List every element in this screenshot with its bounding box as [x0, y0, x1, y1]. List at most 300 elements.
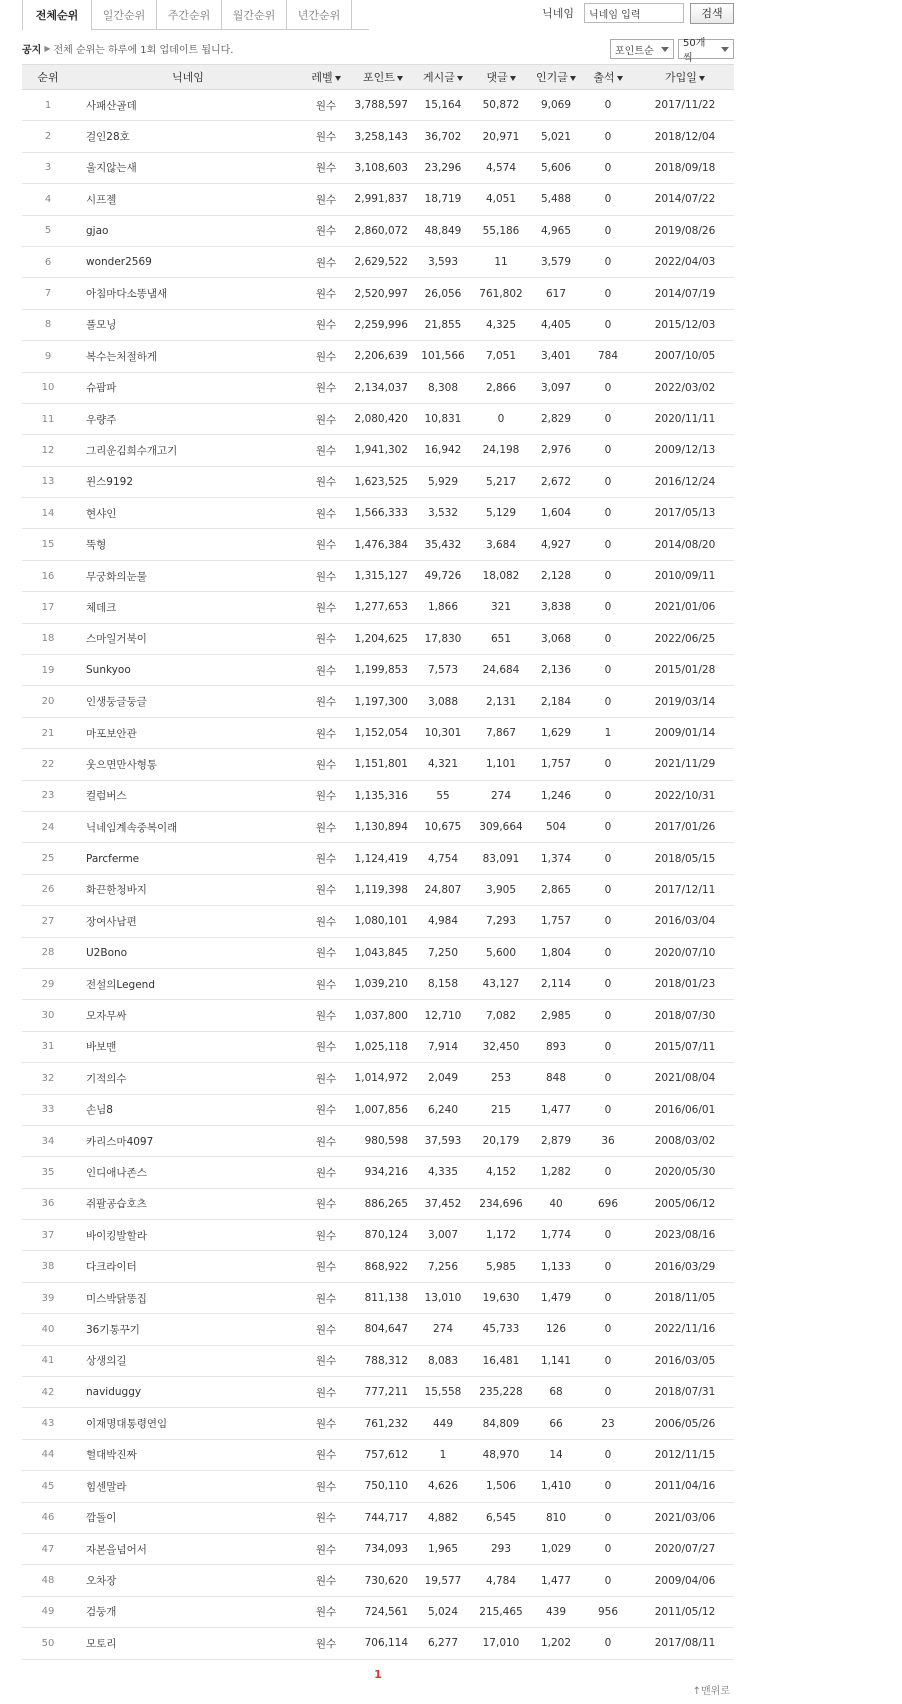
nickname-cell[interactable]: 검둥개: [74, 1596, 302, 1627]
attendance-cell: 0: [580, 1565, 636, 1596]
rank-cell: 20: [22, 686, 74, 717]
points-cell: 1,277,653: [350, 592, 416, 623]
joined-cell: 2012/11/15: [636, 1439, 734, 1470]
level-cell: 원수: [302, 1000, 350, 1031]
popular-cell: 2,976: [532, 435, 580, 466]
table-row: [22, 278, 734, 309]
level-cell: 원수: [302, 1471, 350, 1502]
nickname-cell[interactable]: 전설의Legend: [74, 968, 302, 999]
popular-cell: 893: [532, 1031, 580, 1062]
rank-cell: 43: [22, 1408, 74, 1439]
points-cell: 804,647: [350, 1314, 416, 1345]
comments-cell: 309,664: [470, 811, 532, 842]
comments-cell: 32,450: [470, 1031, 532, 1062]
nickname-cell[interactable]: 36기통꾸기: [74, 1314, 302, 1345]
level-cell: 원수: [302, 937, 350, 968]
level-cell: 원수: [302, 811, 350, 842]
popular-cell: 1,374: [532, 843, 580, 874]
level-cell: 원수: [302, 435, 350, 466]
points-cell: 706,114: [350, 1628, 416, 1659]
points-cell: 2,629,522: [350, 246, 416, 277]
attendance-cell: 0: [580, 780, 636, 811]
posts-cell: 4,754: [416, 843, 470, 874]
table-row: [22, 749, 734, 780]
popular-cell: 1,029: [532, 1533, 580, 1564]
table-row: [22, 1063, 734, 1094]
attendance-cell: 0: [580, 686, 636, 717]
joined-cell: 2020/11/11: [636, 403, 734, 434]
table-row: [22, 937, 734, 968]
popular-cell: 810: [532, 1502, 580, 1533]
popular-cell: 3,068: [532, 623, 580, 654]
points-cell: 1,197,300: [350, 686, 416, 717]
table-row: [22, 1314, 734, 1345]
attendance-cell: 0: [580, 1282, 636, 1313]
sort-controls: [606, 38, 734, 64]
posts-cell: 13,010: [416, 1282, 470, 1313]
nickname-cell[interactable]: 그리운김희수개고기: [74, 435, 302, 466]
table-row: [22, 1565, 734, 1596]
level-cell: 원수: [302, 121, 350, 152]
tab-overall[interactable]: 전체순위: [22, 0, 92, 31]
nickname-cell[interactable]: wonder2569: [74, 246, 302, 277]
points-cell: 1,199,853: [350, 655, 416, 686]
rank-cell: 49: [22, 1596, 74, 1627]
nickname-cell[interactable]: 복수는처절하게: [74, 341, 302, 372]
joined-cell: 2017/12/11: [636, 874, 734, 905]
nickname-input[interactable]: [584, 3, 684, 23]
attendance-cell: 0: [580, 1251, 636, 1282]
nickname-cell[interactable]: 상생의길: [74, 1345, 302, 1376]
posts-cell: 4,335: [416, 1157, 470, 1188]
nickname-cell[interactable]: 다크라이터: [74, 1251, 302, 1282]
rank-cell: 40: [22, 1314, 74, 1345]
tab-daily[interactable]: 일간순위: [91, 0, 157, 30]
table-row: [22, 529, 734, 560]
nickname-cell[interactable]: 아침마다소똥냄새: [74, 278, 302, 309]
comments-cell: 7,082: [470, 1000, 532, 1031]
posts-cell: 48,849: [416, 215, 470, 246]
popular-cell: 504: [532, 811, 580, 842]
comments-cell: 1,101: [470, 749, 532, 780]
nickname-cell[interactable]: U2Bono: [74, 937, 302, 968]
nickname-cell[interactable]: 헐대박진짜: [74, 1439, 302, 1470]
posts-cell: 1,965: [416, 1533, 470, 1564]
posts-cell: 449: [416, 1408, 470, 1439]
table-row: [22, 1345, 734, 1376]
table-row: [22, 1377, 734, 1408]
level-cell: 원수: [302, 498, 350, 529]
joined-cell: 2009/01/14: [636, 717, 734, 748]
attendance-cell: 0: [580, 372, 636, 403]
nickname-cell[interactable]: Sunkyoo: [74, 655, 302, 686]
nickname-cell[interactable]: Parcferme: [74, 843, 302, 874]
nickname-cell[interactable]: 손님8: [74, 1094, 302, 1125]
table-row: [22, 1031, 734, 1062]
popular-cell: 40: [532, 1188, 580, 1219]
level-cell: 원수: [302, 1314, 350, 1345]
ranking-table: [22, 64, 734, 1660]
joined-cell: 2009/04/06: [636, 1565, 734, 1596]
nickname-cell[interactable]: 바보맨: [74, 1031, 302, 1062]
joined-cell: 2018/07/30: [636, 1000, 734, 1031]
points-cell: 980,598: [350, 1125, 416, 1156]
popular-cell: 1,629: [532, 717, 580, 748]
level-cell: 원수: [302, 1502, 350, 1533]
posts-cell: 37,593: [416, 1125, 470, 1156]
popular-cell: 126: [532, 1314, 580, 1345]
nickname-cell[interactable]: 깜돌이: [74, 1502, 302, 1533]
popular-cell: 1,282: [532, 1157, 580, 1188]
comments-cell: 234,696: [470, 1188, 532, 1219]
points-cell: 1,315,127: [350, 560, 416, 591]
comments-cell: 274: [470, 780, 532, 811]
joined-cell: 2016/12/24: [636, 466, 734, 497]
nickname-cell[interactable]: 컬럼버스: [74, 780, 302, 811]
joined-cell: 2020/05/30: [636, 1157, 734, 1188]
nickname-cell[interactable]: 이재명대통령연임: [74, 1408, 302, 1439]
joined-cell: 2014/08/20: [636, 529, 734, 560]
posts-cell: 10,831: [416, 403, 470, 434]
attendance-cell: 0: [580, 811, 636, 842]
posts-cell: 274: [416, 1314, 470, 1345]
nickname-cell[interactable]: 걸인28호: [74, 121, 302, 152]
level-cell: 원수: [302, 1596, 350, 1627]
level-cell: 원수: [302, 1565, 350, 1596]
popular-cell: 1,804: [532, 937, 580, 968]
rank-cell: 41: [22, 1345, 74, 1376]
joined-cell: 2021/11/29: [636, 749, 734, 780]
rank-cell: 13: [22, 466, 74, 497]
points-cell: 1,130,894: [350, 811, 416, 842]
rank-cell: 33: [22, 1094, 74, 1125]
col-posts[interactable]: 게시글: [416, 65, 470, 90]
col-comments[interactable]: 댓글: [470, 65, 532, 90]
search-button[interactable]: 검색: [690, 3, 734, 24]
popular-cell: 5,021: [532, 121, 580, 152]
rank-cell: 27: [22, 906, 74, 937]
table-row: [22, 906, 734, 937]
popular-cell: 3,838: [532, 592, 580, 623]
attendance-cell: 0: [580, 592, 636, 623]
col-points[interactable]: 포인트: [350, 65, 416, 90]
table-row: [22, 592, 734, 623]
posts-cell: 8,158: [416, 968, 470, 999]
nickname-cell[interactable]: 바이킹발할라: [74, 1220, 302, 1251]
level-cell: 원수: [302, 592, 350, 623]
nickname-cell[interactable]: 웃으면만사형통: [74, 749, 302, 780]
points-cell: 870,124: [350, 1220, 416, 1251]
joined-cell: 2022/04/03: [636, 246, 734, 277]
level-cell: 원수: [302, 466, 350, 497]
nickname-cell[interactable]: 미스박닭똥집: [74, 1282, 302, 1313]
comments-cell: 321: [470, 592, 532, 623]
comments-cell: 55,186: [470, 215, 532, 246]
rank-cell: 5: [22, 215, 74, 246]
attendance-cell: 0: [580, 1000, 636, 1031]
joined-cell: 2018/09/18: [636, 152, 734, 183]
points-cell: 788,312: [350, 1345, 416, 1376]
comments-cell: 2,131: [470, 686, 532, 717]
posts-cell: 7,573: [416, 655, 470, 686]
rank-cell: 26: [22, 874, 74, 905]
attendance-cell: 0: [580, 843, 636, 874]
nickname-cell[interactable]: 닉네임계속중복이래: [74, 811, 302, 842]
popular-cell: 68: [532, 1377, 580, 1408]
nickname-cell[interactable]: gjao: [74, 215, 302, 246]
comments-cell: 19,630: [470, 1282, 532, 1313]
attendance-cell: 0: [580, 1314, 636, 1345]
comments-cell: 2,866: [470, 372, 532, 403]
nickname-cell[interactable]: 모자무싸: [74, 1000, 302, 1031]
rank-cell: 9: [22, 341, 74, 372]
comments-cell: 48,970: [470, 1439, 532, 1470]
posts-cell: 6,277: [416, 1628, 470, 1659]
table-row: [22, 215, 734, 246]
posts-cell: 26,056: [416, 278, 470, 309]
level-cell: 원수: [302, 1377, 350, 1408]
comments-cell: 253: [470, 1063, 532, 1094]
rank-cell: 38: [22, 1251, 74, 1282]
table-row: [22, 811, 734, 842]
nickname-cell[interactable]: 장여사남편: [74, 906, 302, 937]
posts-cell: 15,164: [416, 90, 470, 121]
attendance-cell: 956: [580, 1596, 636, 1627]
nickname-cell[interactable]: 울지않는새: [74, 152, 302, 183]
notice-bar: [22, 40, 233, 56]
table-row: [22, 1125, 734, 1156]
joined-cell: 2022/11/16: [636, 1314, 734, 1345]
nickname-cell[interactable]: 마포보안관: [74, 717, 302, 748]
sort-down-icon: [570, 76, 576, 81]
attendance-cell: 0: [580, 623, 636, 654]
nickname-cell[interactable]: 힘센말라: [74, 1471, 302, 1502]
popular-cell: 2,128: [532, 560, 580, 591]
posts-cell: 3,532: [416, 498, 470, 529]
posts-cell: 1: [416, 1439, 470, 1470]
attendance-cell: 0: [580, 403, 636, 434]
points-cell: 1,151,801: [350, 749, 416, 780]
table-row: [22, 1157, 734, 1188]
popular-cell: 1,410: [532, 1471, 580, 1502]
nickname-cell[interactable]: 인생둥글둥글: [74, 686, 302, 717]
table-row: [22, 623, 734, 654]
attendance-cell: 0: [580, 215, 636, 246]
points-cell: 1,043,845: [350, 937, 416, 968]
popular-cell: 617: [532, 278, 580, 309]
nickname-cell[interactable]: 쥐팔공습호츠: [74, 1188, 302, 1219]
rank-cell: 15: [22, 529, 74, 560]
joined-cell: 2018/11/05: [636, 1282, 734, 1313]
popular-cell: 2,672: [532, 466, 580, 497]
table-row: [22, 717, 734, 748]
nickname-cell[interactable]: 사패산골데: [74, 90, 302, 121]
table-row: [22, 1220, 734, 1251]
posts-cell: 5,024: [416, 1596, 470, 1627]
table-row: [22, 435, 734, 466]
nickname-cell[interactable]: 체데크: [74, 592, 302, 623]
col-attendance[interactable]: 출석: [580, 65, 636, 90]
posts-cell: 1,866: [416, 592, 470, 623]
joined-cell: 2008/03/02: [636, 1125, 734, 1156]
attendance-cell: 36: [580, 1125, 636, 1156]
nickname-cell[interactable]: 무궁화의눈물: [74, 560, 302, 591]
nickname-cell[interactable]: 카리스마4097: [74, 1125, 302, 1156]
tab-yearly[interactable]: 년간순위: [286, 0, 352, 30]
points-cell: 730,620: [350, 1565, 416, 1596]
table-row: [22, 90, 734, 121]
rank-cell: 35: [22, 1157, 74, 1188]
popular-cell: 2,136: [532, 655, 580, 686]
rank-cell: 42: [22, 1377, 74, 1408]
page-current[interactable]: 1: [374, 1668, 382, 1681]
comments-cell: 18,082: [470, 560, 532, 591]
table-row: [22, 309, 734, 340]
nickname-cell[interactable]: 인디애나존스: [74, 1157, 302, 1188]
popular-cell: 1,774: [532, 1220, 580, 1251]
tab-weekly[interactable]: 주간순위: [156, 0, 222, 30]
points-cell: 1,039,210: [350, 968, 416, 999]
back-to-top-link[interactable]: ↑맨위로: [692, 1686, 730, 1697]
col-joined[interactable]: 가입일: [636, 65, 734, 90]
table-row: [22, 1251, 734, 1282]
table-row: [22, 403, 734, 434]
popular-cell: 848: [532, 1063, 580, 1094]
rank-cell: 24: [22, 811, 74, 842]
posts-cell: 7,250: [416, 937, 470, 968]
comments-cell: 45,733: [470, 1314, 532, 1345]
comments-cell: 1,506: [470, 1471, 532, 1502]
rank-cell: 48: [22, 1565, 74, 1596]
nickname-cell[interactable]: 오차장: [74, 1565, 302, 1596]
popular-cell: 1,202: [532, 1628, 580, 1659]
rank-cell: 36: [22, 1188, 74, 1219]
rank-cell: 10: [22, 372, 74, 403]
nickname-cell[interactable]: 풀모닝: [74, 309, 302, 340]
level-cell: 원수: [302, 843, 350, 874]
popular-cell: 14: [532, 1439, 580, 1470]
table-row: [22, 1000, 734, 1031]
comments-cell: 5,217: [470, 466, 532, 497]
joined-cell: 2016/06/01: [636, 1094, 734, 1125]
comments-cell: 17,010: [470, 1628, 532, 1659]
nickname-cell[interactable]: 시프젤: [74, 184, 302, 215]
popular-cell: 2,879: [532, 1125, 580, 1156]
level-cell: 원수: [302, 403, 350, 434]
joined-cell: 2009/12/13: [636, 435, 734, 466]
rank-cell: 37: [22, 1220, 74, 1251]
table-row: [22, 1408, 734, 1439]
attendance-cell: 0: [580, 1533, 636, 1564]
posts-cell: 3,593: [416, 246, 470, 277]
table-row: [22, 1596, 734, 1627]
points-cell: 757,612: [350, 1439, 416, 1470]
posts-cell: 7,914: [416, 1031, 470, 1062]
rank-cell: 28: [22, 937, 74, 968]
level-cell: 원수: [302, 780, 350, 811]
points-cell: 868,922: [350, 1251, 416, 1282]
joined-cell: 2021/08/04: [636, 1063, 734, 1094]
posts-cell: 23,296: [416, 152, 470, 183]
joined-cell: 2015/12/03: [636, 309, 734, 340]
points-cell: 3,258,143: [350, 121, 416, 152]
attendance-cell: 0: [580, 874, 636, 905]
points-cell: 1,124,419: [350, 843, 416, 874]
attendance-cell: 784: [580, 341, 636, 372]
nickname-cell[interactable]: 우량주: [74, 403, 302, 434]
joined-cell: 2020/07/27: [636, 1533, 734, 1564]
nickname-cell[interactable]: 현샤인: [74, 498, 302, 529]
points-cell: 777,211: [350, 1377, 416, 1408]
popular-cell: 3,401: [532, 341, 580, 372]
popular-cell: 1,477: [532, 1094, 580, 1125]
comments-cell: 3,905: [470, 874, 532, 905]
search-label: 닉네임: [542, 7, 574, 20]
col-nickname: 닉네임: [74, 65, 302, 90]
posts-cell: 8,308: [416, 372, 470, 403]
tab-monthly[interactable]: 월간순위: [221, 0, 287, 30]
nickname-cell[interactable]: 자본을넘어서: [74, 1533, 302, 1564]
rank-cell: 31: [22, 1031, 74, 1062]
points-cell: 934,216: [350, 1157, 416, 1188]
nickname-cell[interactable]: 뚝형: [74, 529, 302, 560]
posts-cell: 24,807: [416, 874, 470, 905]
popular-cell: 5,488: [532, 184, 580, 215]
nickname-cell[interactable]: 윈스9192: [74, 466, 302, 497]
points-cell: 2,134,037: [350, 372, 416, 403]
table-row: [22, 498, 734, 529]
rank-cell: 21: [22, 717, 74, 748]
joined-cell: 2018/12/04: [636, 121, 734, 152]
nickname-cell[interactable]: 기적의수: [74, 1063, 302, 1094]
attendance-cell: 0: [580, 184, 636, 215]
level-cell: 원수: [302, 372, 350, 403]
col-popular[interactable]: 인기글: [532, 65, 580, 90]
joined-cell: 2014/07/19: [636, 278, 734, 309]
rank-cell: 45: [22, 1471, 74, 1502]
attendance-cell: 0: [580, 309, 636, 340]
chevron-down-icon: [721, 47, 729, 52]
sort-down-icon: [617, 76, 623, 81]
nickname-cell[interactable]: 스마일거북이: [74, 623, 302, 654]
nickname-cell[interactable]: 화끈한청바지: [74, 874, 302, 905]
popular-cell: 1,604: [532, 498, 580, 529]
posts-cell: 4,882: [416, 1502, 470, 1533]
level-cell: 원수: [302, 1345, 350, 1376]
level-cell: 원수: [302, 1157, 350, 1188]
col-level[interactable]: 레벨: [302, 65, 350, 90]
nickname-cell[interactable]: 모토리: [74, 1628, 302, 1659]
nickname-cell[interactable]: naviduggy: [74, 1377, 302, 1408]
joined-cell: 2005/06/12: [636, 1188, 734, 1219]
joined-cell: 2016/03/29: [636, 1251, 734, 1282]
level-cell: 원수: [302, 341, 350, 372]
rank-cell: 6: [22, 246, 74, 277]
count-select[interactable]: [678, 38, 734, 64]
joined-cell: 2016/03/05: [636, 1345, 734, 1376]
points-cell: 1,080,101: [350, 906, 416, 937]
attendance-cell: 0: [580, 1157, 636, 1188]
points-cell: 734,093: [350, 1533, 416, 1564]
nickname-cell[interactable]: 슈팜파: [74, 372, 302, 403]
table-row: [22, 686, 734, 717]
level-cell: 원수: [302, 246, 350, 277]
level-cell: 원수: [302, 90, 350, 121]
sort-select[interactable]: [610, 39, 674, 59]
posts-cell: 17,830: [416, 623, 470, 654]
level-cell: 원수: [302, 968, 350, 999]
rank-cell: 30: [22, 1000, 74, 1031]
